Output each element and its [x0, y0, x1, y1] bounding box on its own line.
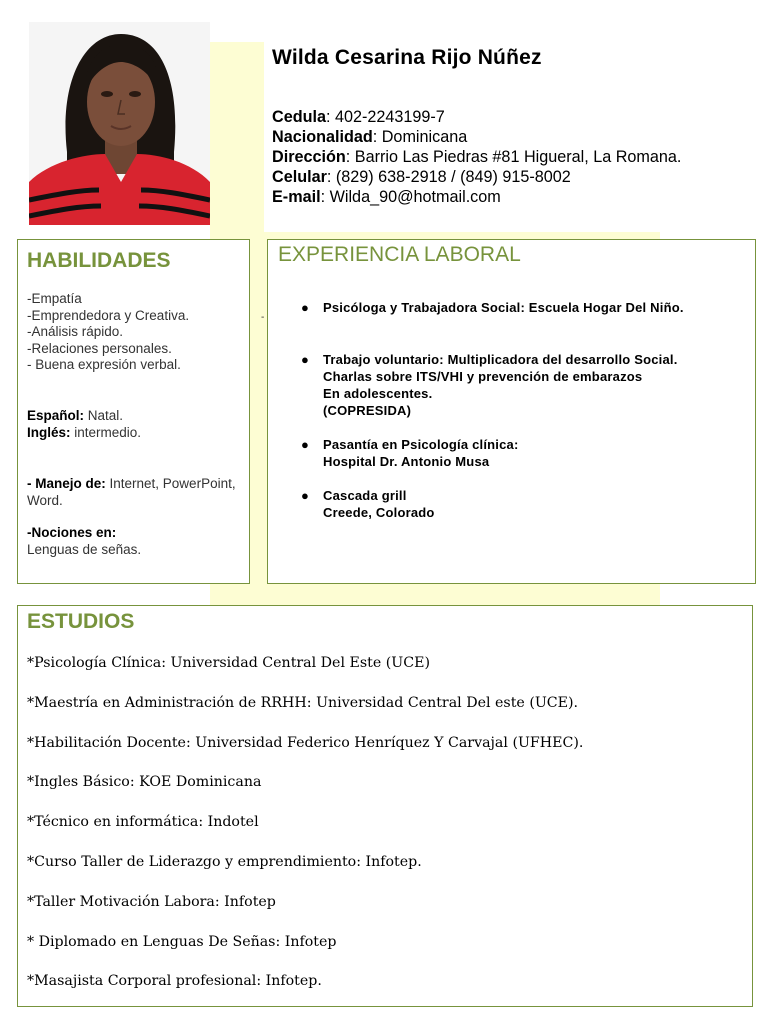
field-cedula: Cedula: 402-2243199-7: [272, 108, 445, 126]
bullet-icon: ●: [301, 352, 310, 367]
skill-item: -Emprendedora y Creativa.: [27, 307, 190, 323]
experience-item: ● Cascada grill Creede, Colorado: [301, 488, 435, 520]
skill-item: -Empatía: [27, 291, 82, 306]
software-skills: - Manejo de: Internet, PowerPoint, Word.: [27, 476, 236, 508]
education-item: *Taller Motivación Labora: Infotep: [27, 893, 276, 910]
experience-item: ● Psicóloga y Trabajadora Social: Escuela Hogar Del Niño.: [301, 300, 684, 315]
bullet-icon: ●: [301, 488, 310, 503]
field-celular: Celular: (829) 638-2918 / (849) 915-8002: [272, 168, 571, 186]
education-item: *Maestría en Administración de RRHH: Universidad Central Del este (UCE).: [27, 694, 579, 711]
field-nacionalidad: Nacionalidad: Dominicana: [272, 128, 468, 146]
education-title: ESTUDIOS: [27, 610, 135, 633]
bullet-icon: ●: [301, 300, 310, 315]
language-spanish: Español: Natal.: [27, 408, 124, 423]
skills-title: HABILIDADES: [27, 249, 171, 272]
education-item: *Habilitación Docente: Universidad Federico Henríquez Y Carvajal (UFHEC).: [27, 734, 584, 751]
skills-list: [27, 291, 189, 374]
experience-title: EXPERIENCIA LABORAL: [278, 243, 521, 266]
profile-photo: [29, 22, 210, 225]
notions: -Nociones en: Lenguas de señas.: [27, 525, 142, 557]
stray-dash: -: [261, 312, 265, 323]
education-list: [27, 654, 583, 1012]
education-item: *Masajista Corporal profesional: Infotep.: [27, 973, 322, 990]
skills-box: [17, 239, 250, 584]
language-english: Inglés: intermedio.: [27, 425, 142, 440]
education-item: *Ingles Básico: KOE Dominicana: [27, 774, 262, 791]
experience-box: [267, 239, 756, 584]
contact-info: [272, 107, 681, 207]
field-direccion: Dirección: Barrio Las Piedras #81 Higueral, La Romana.: [272, 148, 682, 166]
education-item: *Técnico en informática: Indotel: [27, 814, 259, 831]
experience-item: ● Pasantía en Psicología clínica: Hospital Dr. Antonio Musa: [301, 437, 519, 469]
education-item: *Psicología Clínica: Universidad Central Del Este (UCE): [27, 655, 430, 671]
skill-item: -Relaciones personales.: [27, 340, 172, 356]
bullet-icon: ●: [301, 437, 310, 452]
experience-item: ● Trabajo voluntario: Multiplicadora del desarrollo Social. Charlas sobre ITS/VHI y prevención de embarazos En adolescentes. (COPRESIDA): [301, 352, 678, 418]
skill-item: - Buena expresión verbal.: [27, 357, 181, 372]
full-name: Wilda Cesarina Rijo Núñez: [272, 46, 542, 69]
header-section: [264, 22, 768, 232]
skill-item: -Análisis rápido.: [27, 324, 124, 339]
education-item: * Diplomado en Lenguas De Señas: Infotep: [27, 933, 337, 950]
education-box: [17, 605, 753, 1007]
languages: [27, 407, 141, 441]
field-email: E-mail: Wilda_90@hotmail.com: [272, 188, 501, 206]
education-item: *Curso Taller de Liderazgo y emprendimiento: Infotep.: [27, 853, 422, 870]
